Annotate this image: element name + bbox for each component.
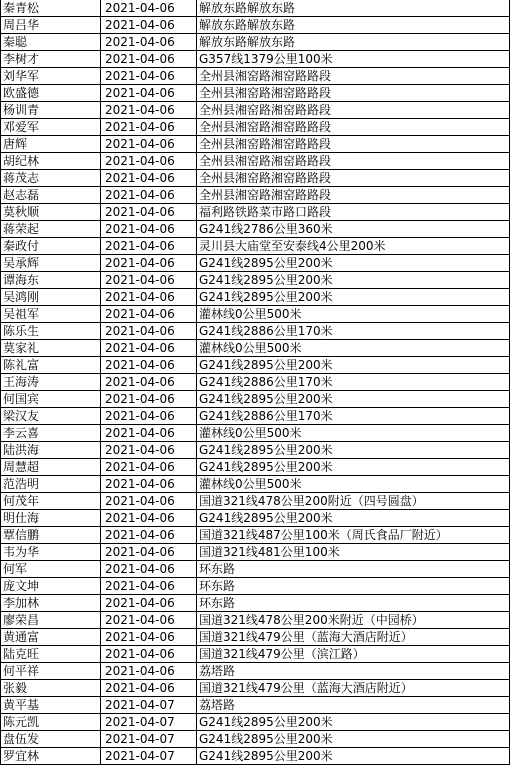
date-cell[interactable]: 2021-04-06 (101, 170, 197, 186)
location-cell[interactable]: G241线2895公里200米 (197, 714, 510, 730)
date-cell[interactable]: 2021-04-06 (101, 561, 197, 577)
name-cell[interactable]: 何茂年 (1, 493, 101, 509)
table-row[interactable] (1, 204, 510, 221)
location-cell[interactable]: 灌林线0公里500米 (197, 306, 510, 322)
location-cell[interactable]: 环东路 (197, 578, 510, 594)
location-cell[interactable]: 国道321线479公里（蓝海大酒店附近） (197, 680, 510, 696)
name-cell[interactable]: 胡纪林 (1, 153, 101, 169)
date-cell[interactable]: 2021-04-06 (101, 493, 197, 509)
table-row[interactable] (1, 119, 510, 136)
location-cell[interactable]: 国道321线478公里200附近（四号圆盘） (197, 493, 510, 509)
name-cell[interactable]: 莫秋顺 (1, 204, 101, 220)
table-row[interactable] (1, 0, 510, 17)
name-cell[interactable]: 廖荣昌 (1, 612, 101, 628)
location-cell[interactable]: G241线2895公里200米 (197, 289, 510, 305)
table-row[interactable] (1, 459, 510, 476)
date-cell[interactable]: 2021-04-06 (101, 391, 197, 407)
location-cell[interactable]: 全州县湘窑路湘窑路路段 (197, 119, 510, 135)
table-row[interactable] (1, 68, 510, 85)
name-cell[interactable]: 罗宜林 (1, 748, 101, 764)
name-cell[interactable]: 周吕华 (1, 17, 101, 33)
location-cell[interactable]: G241线2895公里200米 (197, 357, 510, 373)
table-row[interactable] (1, 340, 510, 357)
name-cell[interactable]: 张毅 (1, 680, 101, 696)
table-row[interactable] (1, 136, 510, 153)
location-cell[interactable]: 全州县湘窑路湘窑路路段 (197, 187, 510, 203)
table-row[interactable] (1, 629, 510, 646)
location-cell[interactable]: 全州县湘窑路湘窑路路段 (197, 153, 510, 169)
location-cell[interactable]: G241线2895公里200米 (197, 731, 510, 747)
table-row[interactable] (1, 102, 510, 119)
date-cell[interactable]: 2021-04-06 (101, 663, 197, 679)
location-cell[interactable]: 国道321线479公里（滨江路） (197, 646, 510, 662)
location-cell[interactable]: G241线2886公里170米 (197, 374, 510, 390)
date-cell[interactable]: 2021-04-06 (101, 221, 197, 237)
location-cell[interactable]: 灵川县大庙堂至安泰线4公里200米 (197, 238, 510, 254)
location-cell[interactable]: 荔塔路 (197, 697, 510, 713)
table-row[interactable] (1, 17, 510, 34)
table-row[interactable] (1, 680, 510, 697)
location-cell[interactable]: 灌林线0公里500米 (197, 476, 510, 492)
name-cell[interactable]: 何军 (1, 561, 101, 577)
date-cell[interactable]: 2021-04-06 (101, 323, 197, 339)
date-cell[interactable]: 2021-04-06 (101, 68, 197, 84)
location-cell[interactable]: G241线2895公里200米 (197, 255, 510, 271)
date-cell[interactable]: 2021-04-06 (101, 629, 197, 645)
date-cell[interactable]: 2021-04-06 (101, 459, 197, 475)
date-cell[interactable]: 2021-04-06 (101, 85, 197, 101)
date-cell[interactable]: 2021-04-06 (101, 646, 197, 662)
date-cell[interactable]: 2021-04-06 (101, 51, 197, 67)
date-cell[interactable]: 2021-04-06 (101, 612, 197, 628)
location-cell[interactable]: G241线2895公里200米 (197, 510, 510, 526)
name-cell[interactable]: 李树才 (1, 51, 101, 67)
name-cell[interactable]: 盘伍发 (1, 731, 101, 747)
table-row[interactable] (1, 289, 510, 306)
location-cell[interactable]: 全州县湘窑路湘窑路路段 (197, 136, 510, 152)
date-cell[interactable]: 2021-04-07 (101, 731, 197, 747)
location-cell[interactable]: G241线2895公里200米 (197, 272, 510, 288)
date-cell[interactable]: 2021-04-06 (101, 578, 197, 594)
name-cell[interactable]: 吴承辉 (1, 255, 101, 271)
name-cell[interactable]: 何国宾 (1, 391, 101, 407)
name-cell[interactable]: 唐辉 (1, 136, 101, 152)
location-cell[interactable]: 全州县湘窑路湘窑路路段 (197, 68, 510, 84)
date-cell[interactable]: 2021-04-06 (101, 17, 197, 33)
date-cell[interactable]: 2021-04-06 (101, 0, 197, 16)
location-cell[interactable]: 福利路铁路菜市路口路段 (197, 204, 510, 220)
date-cell[interactable]: 2021-04-06 (101, 680, 197, 696)
name-cell[interactable]: 陈元凯 (1, 714, 101, 730)
table-row[interactable] (1, 221, 510, 238)
table-row[interactable] (1, 170, 510, 187)
table-row[interactable] (1, 697, 510, 714)
table-row[interactable] (1, 595, 510, 612)
location-cell[interactable]: G357线1379公里100米 (197, 51, 510, 67)
name-cell[interactable]: 明仕海 (1, 510, 101, 526)
date-cell[interactable]: 2021-04-06 (101, 357, 197, 373)
location-cell[interactable]: 国道321线479公里（蓝海大酒店附近） (197, 629, 510, 645)
date-cell[interactable]: 2021-04-06 (101, 238, 197, 254)
name-cell[interactable]: 黄通富 (1, 629, 101, 645)
date-cell[interactable]: 2021-04-06 (101, 306, 197, 322)
name-cell[interactable]: 刘华军 (1, 68, 101, 84)
location-cell[interactable]: G241线2895公里200米 (197, 748, 510, 764)
date-cell[interactable]: 2021-04-06 (101, 374, 197, 390)
location-cell[interactable]: 灌林线0公里500米 (197, 425, 510, 441)
name-cell[interactable]: 韦为华 (1, 544, 101, 560)
table-row[interactable] (1, 510, 510, 527)
name-cell[interactable]: 庞文坤 (1, 578, 101, 594)
name-cell[interactable]: 陈礼富 (1, 357, 101, 373)
location-cell[interactable]: 解放东路解放东路 (197, 34, 510, 50)
location-cell[interactable]: 国道321线481公里100米 (197, 544, 510, 560)
date-cell[interactable]: 2021-04-06 (101, 119, 197, 135)
table-row[interactable] (1, 646, 510, 663)
table-row[interactable] (1, 476, 510, 493)
table-row[interactable] (1, 51, 510, 68)
location-cell[interactable]: G241线2895公里200米 (197, 442, 510, 458)
location-cell[interactable]: 全州县湘窑路湘窑路路段 (197, 85, 510, 101)
name-cell[interactable]: 莫家礼 (1, 340, 101, 356)
table-row[interactable] (1, 272, 510, 289)
location-cell[interactable]: 环东路 (197, 561, 510, 577)
name-cell[interactable]: 梁汉友 (1, 408, 101, 424)
date-cell[interactable]: 2021-04-06 (101, 527, 197, 543)
name-cell[interactable]: 陆克旺 (1, 646, 101, 662)
name-cell[interactable]: 李加林 (1, 595, 101, 611)
name-cell[interactable]: 杨训青 (1, 102, 101, 118)
table-row[interactable] (1, 612, 510, 629)
location-cell[interactable]: 解放东路解放东路 (197, 0, 510, 16)
date-cell[interactable]: 2021-04-06 (101, 272, 197, 288)
table-row[interactable] (1, 85, 510, 102)
date-cell[interactable]: 2021-04-06 (101, 544, 197, 560)
table-row[interactable] (1, 391, 510, 408)
location-cell[interactable]: 环东路 (197, 595, 510, 611)
date-cell[interactable]: 2021-04-06 (101, 34, 197, 50)
location-cell[interactable]: 国道321线478公里200米附近（中园桥） (197, 612, 510, 628)
location-cell[interactable]: 灌林线0公里500米 (197, 340, 510, 356)
date-cell[interactable]: 2021-04-07 (101, 714, 197, 730)
location-cell[interactable]: 全州县湘窑路湘窑路路段 (197, 102, 510, 118)
name-cell[interactable]: 陆洪海 (1, 442, 101, 458)
name-cell[interactable]: 吴鸿刚 (1, 289, 101, 305)
table-row[interactable] (1, 561, 510, 578)
date-cell[interactable]: 2021-04-06 (101, 595, 197, 611)
name-cell[interactable]: 覃信鹏 (1, 527, 101, 543)
table-row[interactable] (1, 578, 510, 595)
location-cell[interactable]: 全州县湘窑路湘窑路路段 (197, 170, 510, 186)
table-row[interactable] (1, 714, 510, 731)
date-cell[interactable]: 2021-04-06 (101, 136, 197, 152)
table-row[interactable] (1, 238, 510, 255)
name-cell[interactable]: 秦政付 (1, 238, 101, 254)
location-cell[interactable]: G241线2886公里170米 (197, 323, 510, 339)
location-cell[interactable]: G241线2886公里170米 (197, 408, 510, 424)
location-cell[interactable]: G241线2786公里360米 (197, 221, 510, 237)
date-cell[interactable]: 2021-04-06 (101, 153, 197, 169)
date-cell[interactable]: 2021-04-06 (101, 255, 197, 271)
table-row[interactable] (1, 306, 510, 323)
name-cell[interactable]: 范浩明 (1, 476, 101, 492)
date-cell[interactable]: 2021-04-06 (101, 289, 197, 305)
table-row[interactable] (1, 323, 510, 340)
date-cell[interactable]: 2021-04-06 (101, 204, 197, 220)
name-cell[interactable]: 蒋茂志 (1, 170, 101, 186)
date-cell[interactable]: 2021-04-06 (101, 408, 197, 424)
name-cell[interactable]: 赵志磊 (1, 187, 101, 203)
date-cell[interactable]: 2021-04-06 (101, 510, 197, 526)
name-cell[interactable]: 吴祖军 (1, 306, 101, 322)
table-row[interactable] (1, 544, 510, 561)
date-cell[interactable]: 2021-04-06 (101, 442, 197, 458)
name-cell[interactable]: 欧盛德 (1, 85, 101, 101)
date-cell[interactable]: 2021-04-06 (101, 425, 197, 441)
date-cell[interactable]: 2021-04-06 (101, 187, 197, 203)
table-row[interactable] (1, 34, 510, 51)
date-cell[interactable]: 2021-04-06 (101, 102, 197, 118)
name-cell[interactable]: 邓爱军 (1, 119, 101, 135)
table-row[interactable] (1, 425, 510, 442)
table-row[interactable] (1, 374, 510, 391)
table-row[interactable] (1, 527, 510, 544)
date-cell[interactable]: 2021-04-06 (101, 340, 197, 356)
table-row[interactable] (1, 748, 510, 765)
table-row[interactable] (1, 357, 510, 374)
table-row[interactable] (1, 442, 510, 459)
name-cell[interactable]: 黄平基 (1, 697, 101, 713)
name-cell[interactable]: 王海涛 (1, 374, 101, 390)
location-cell[interactable]: G241线2895公里200米 (197, 391, 510, 407)
name-cell[interactable]: 秦青松 (1, 0, 101, 16)
date-cell[interactable]: 2021-04-07 (101, 748, 197, 764)
table-row[interactable] (1, 255, 510, 272)
table-row[interactable] (1, 493, 510, 510)
name-cell[interactable]: 李云喜 (1, 425, 101, 441)
date-cell[interactable]: 2021-04-06 (101, 476, 197, 492)
location-cell[interactable]: G241线2895公里200米 (197, 459, 510, 475)
table-row[interactable] (1, 187, 510, 204)
location-cell[interactable]: 荔塔路 (197, 663, 510, 679)
table-row[interactable] (1, 408, 510, 425)
name-cell[interactable]: 周慧超 (1, 459, 101, 475)
table-row[interactable] (1, 153, 510, 170)
name-cell[interactable]: 谭海东 (1, 272, 101, 288)
name-cell[interactable]: 蒋荣起 (1, 221, 101, 237)
table-row[interactable] (1, 731, 510, 748)
date-cell[interactable]: 2021-04-07 (101, 697, 197, 713)
name-cell[interactable]: 何平祥 (1, 663, 101, 679)
location-cell[interactable]: 国道321线487公里100米（周氏食品厂附近） (197, 527, 510, 543)
name-cell[interactable]: 秦聪 (1, 34, 101, 50)
location-cell[interactable]: 解放东路解放东路 (197, 17, 510, 33)
name-cell[interactable]: 陈乐生 (1, 323, 101, 339)
table-row[interactable] (1, 663, 510, 680)
